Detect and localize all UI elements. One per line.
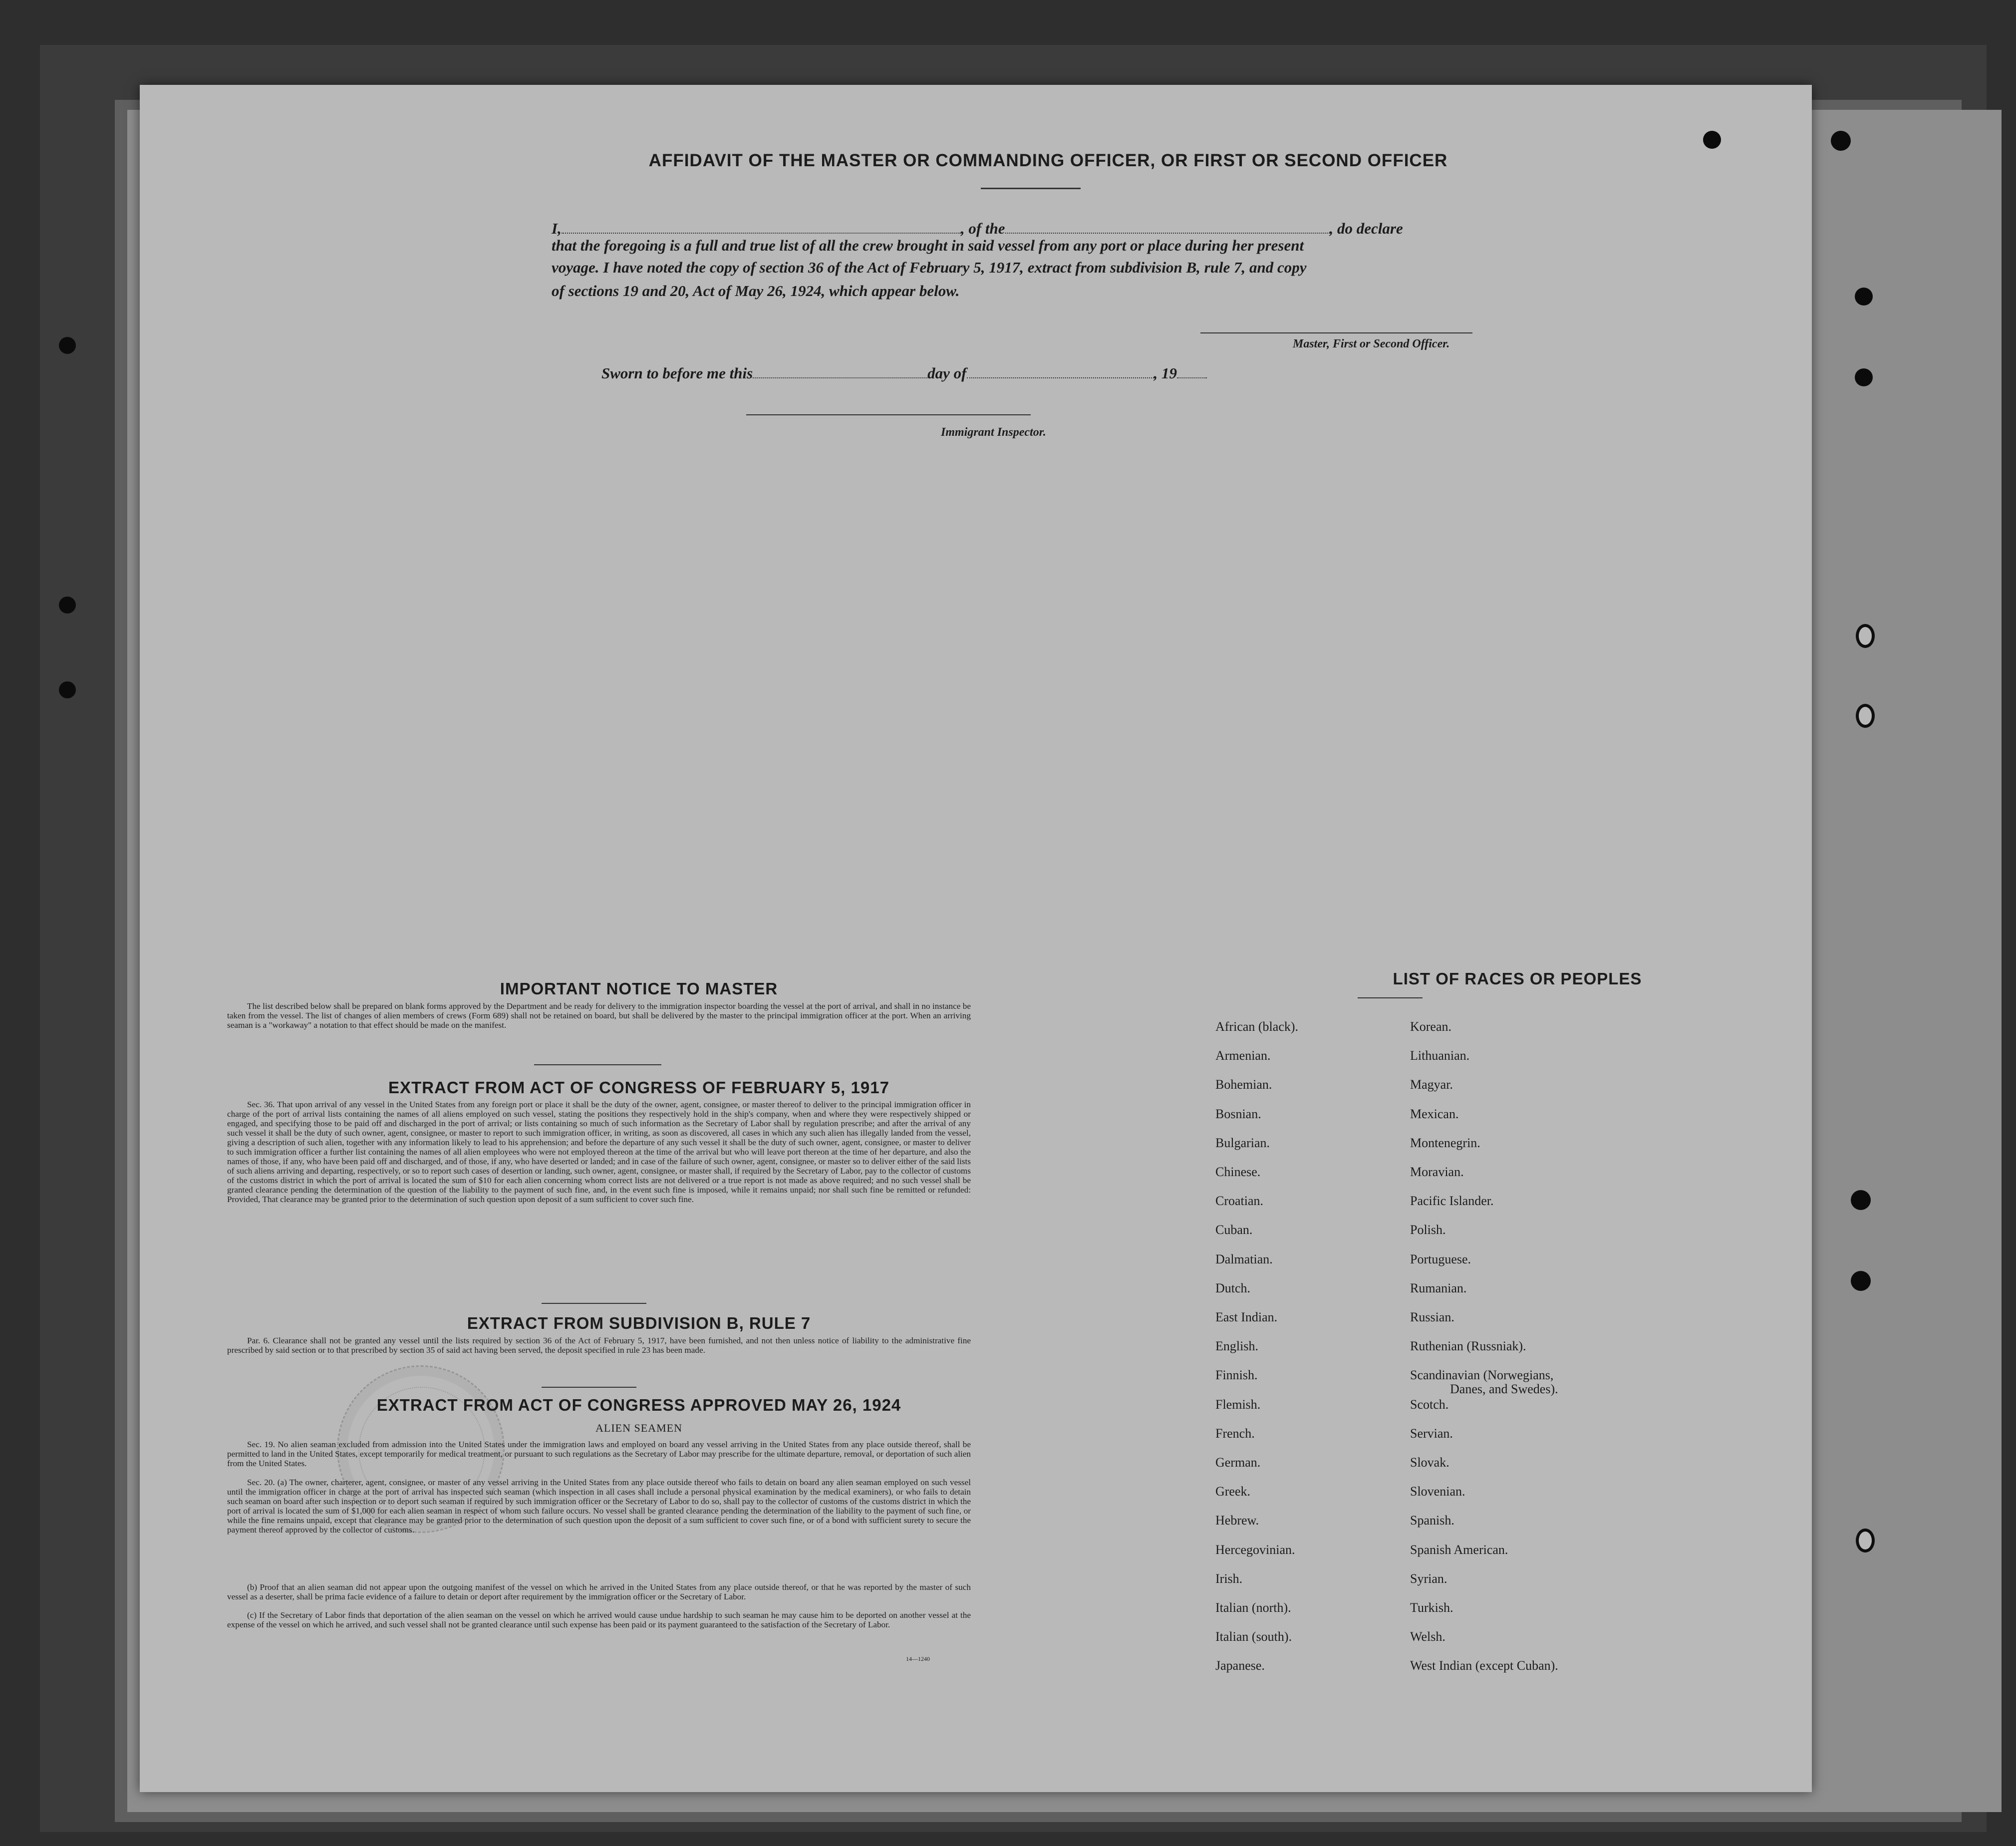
sworn-year-field[interactable] — [1177, 366, 1207, 378]
extract-1924-sec20c: (c) If the Secretary of Labor finds that deportation of the alien seaman on the vessel on which he arrived would cause undue hardship to such seaman he may cause him to be deported on another vessel at the expense of the vessel on which he arrived, and such vessel shall not be granted clearance until such expense has been paid or its payment guaranteed to the satisfaction of the Secretary of Labor. — [227, 1610, 971, 1629]
race-item: Cuban. — [1215, 1223, 1253, 1237]
race-item: Magyar. — [1410, 1077, 1453, 1092]
extract-1924-sec19: Sec. 19. No alien seaman excluded from admission into the United States under the immigration laws and employed on board any vessel arriving in the United States from any place outside thereof, shall be permitted to land in the United States, except temporarily for medical treatment, or pursuant to such regulations as the Secretary of Labor may prescribe for the ultimate departure, removal, or deportation of such alien from the United States. — [227, 1440, 971, 1468]
inspector-signature-line[interactable] — [746, 414, 1031, 415]
race-item: Lithuanian. — [1410, 1048, 1470, 1063]
race-item: Slovak. — [1410, 1455, 1449, 1470]
sworn-day-field[interactable] — [753, 366, 927, 378]
race-item: Finnish. — [1215, 1368, 1258, 1382]
race-item: Dalmatian. — [1215, 1252, 1273, 1266]
declaration-line-3: voyage. I have noted the copy of section 36 of the Act of February 5, 1917, extract from subdivision B, rule 7, and copy — [552, 259, 1307, 276]
race-item: Spanish. — [1410, 1513, 1454, 1528]
punch-hole-ring — [1856, 704, 1875, 728]
race-item: Bohemian. — [1215, 1077, 1272, 1092]
extract-1924-sec20b: (b) Proof that an alien seaman did not appear upon the outgoing manifest of the vessel on which he arrived in the United States from any place outside thereof, or that he was reported by the master of such vessel as a deserter, shall be prima facie evidence of a failure to detain or deport after requirement by the immigration officer or the Secretary of Labor. — [227, 1582, 971, 1601]
race-item: Armenian. — [1215, 1048, 1271, 1063]
races-title: LIST OF RACES OR PEOPLES — [1393, 969, 1642, 988]
sworn-month-field[interactable] — [967, 366, 1154, 378]
race-item: Chinese. — [1215, 1165, 1261, 1179]
extract-1917-text: Sec. 36. That upon arrival of any vessel in the United States from any foreign port or place it shall be the duty of the owner, agent, consignee, or master thereof to deliver to the principal immigration officer in charge of the port of arrival lists containing the names of all aliens employed on such vessel, stating the positions they respectively hold in the ship's company, when and where they were respectively shipped or engaged, and specifying those to be paid off and discharged in the port of arrival; or lists containing so much of such information as the Secretary of Labor shall by regulation prescribe; and after the arrival of any such vessel it shall be the duty of such owner, agent, consignee, or master to report to such immigration officer, in writing, as soon as discovered, all cases in which any such alien has illegally landed from the vessel, giving a description of such alien, together with any information likely to lead to his apprehension; and before the departure of any such vessel it shall be the duty of such owner, agent, consignee, or master to deliver to such immigration officer a further list containing the names of all alien employees who were not employed thereon at the time of the arrival but who will leave port thereon at the time of her departure, and also the names of those, if any, who have been paid off and discharged, and of those, if any, who have deserted or landed; and in case of the failure of such owner, agent, consignee, or master so to deliver either of the said lists of such aliens arriving and departing, respectively, or so to report such cases of desertion or landing, such owner, agent, consignee, or master shall, if required by the Secretary of Labor, pay to the collector of customs of the customs district in which the port of arrival is located the sum of $10 for each alien concerning whom correct lists are not delivered or a true report is not made as above required; and no such vessel shall be granted clearance pending the determination of the question of the liability to the payment of such fine, and, in the event such fine is imposed, while it remains unpaid; nor shall such fine be remitted or refunded: Provided, That clearance may be granted prior to the determination of such question upon deposit of a sum sufficient to cover such fine. — [227, 1100, 971, 1204]
punch-hole — [1831, 131, 1851, 151]
race-item: Flemish. — [1215, 1397, 1261, 1412]
race-item: Spanish American. — [1410, 1542, 1508, 1557]
punch-hole — [1855, 368, 1873, 386]
race-item: Ruthenian (Russniak). — [1410, 1339, 1526, 1353]
race-item: African (black). — [1215, 1019, 1299, 1034]
form-number: 14—1240 — [906, 1655, 930, 1662]
master-caption: Master, First or Second Officer. — [1293, 337, 1450, 350]
race-item: Dutch. — [1215, 1281, 1251, 1295]
race-item: Bulgarian. — [1215, 1136, 1270, 1150]
race-item: Portuguese. — [1410, 1252, 1471, 1266]
race-item: German. — [1215, 1455, 1261, 1470]
race-item: Pacific Islander. — [1410, 1194, 1494, 1208]
sworn-line: Sworn to before me this day of , 19 — [601, 364, 1560, 382]
name-field[interactable] — [562, 222, 961, 234]
race-item: English. — [1215, 1339, 1258, 1353]
notice-rule — [534, 1064, 661, 1065]
notice-title: IMPORTANT NOTICE TO MASTER — [500, 979, 778, 998]
extract-1924-title: EXTRACT FROM ACT OF CONGRESS APPROVED MAY 26, 1924 — [376, 1396, 901, 1414]
race-item: West Indian (except Cuban). — [1410, 1658, 1558, 1673]
race-item: French. — [1215, 1426, 1255, 1441]
race-item: Croatian. — [1215, 1194, 1264, 1208]
race-item: Hercegovinian. — [1215, 1542, 1295, 1557]
race-item: Bosnian. — [1215, 1107, 1261, 1121]
race-item: Moravian. — [1410, 1165, 1464, 1179]
vessel-field[interactable] — [1005, 222, 1330, 234]
affidavit-title: AFFIDAVIT OF THE MASTER OR COMMANDING OFFICER, OR FIRST OR SECOND OFFICER — [648, 151, 1448, 170]
binder-hole — [59, 597, 76, 614]
race-item: Syrian. — [1410, 1571, 1447, 1586]
binder-hole — [59, 681, 76, 698]
subdivision-b-rule — [542, 1387, 636, 1388]
punch-hole-ring — [1856, 624, 1875, 648]
race-item: Irish. — [1215, 1571, 1243, 1586]
punch-hole — [1855, 288, 1873, 306]
subdivision-b-text: Par. 6. Clearance shall not be granted any vessel until the lists required by section 36 of the Act of February 5, 1917, have been furnished, and not then unless notice of liability to the administrative fine prescribed by said section or to that prescribed by section 35 of said act having been served, the deposit specified in rule 23 has been made. — [227, 1336, 971, 1355]
race-item: Slovenian. — [1410, 1484, 1465, 1499]
race-item: Servian. — [1410, 1426, 1453, 1441]
inspector-caption: Immigrant Inspector. — [941, 426, 1046, 439]
race-item: Russian. — [1410, 1310, 1454, 1324]
binder-hole — [59, 337, 76, 354]
declaration-line-4: of sections 19 and 20, Act of May 26, 1924, which appear below. — [552, 282, 960, 300]
race-item: Italian (north). — [1215, 1600, 1291, 1615]
title-rule — [981, 188, 1081, 189]
race-item: Welsh. — [1410, 1629, 1445, 1644]
race-item: Italian (south). — [1215, 1629, 1292, 1644]
master-signature-line[interactable] — [1200, 332, 1472, 333]
declaration-line-2: that the foregoing is a full and true list of all the crew brought in said vessel from any port or place during her present — [552, 237, 1304, 254]
race-item: Hebrew. — [1215, 1513, 1259, 1528]
declaration-line-1: I, , of the , do declare — [552, 220, 1403, 237]
notice-text: The list described below shall be prepared on blank forms approved by the Department and be ready for delivery to the immigration inspector boarding the vessel at the port of arrival, and shall in no instance be taken from the vessel. The list of changes of alien members of crews (Form 689) shall not be retained on board, but shall be delivered by the master to the principal immigration officer at the port. When an arriving seaman is a "workaway" a notation to that effect should be made on the manifest. — [227, 1001, 971, 1030]
alien-seamen-subtitle: ALIEN SEAMEN — [595, 1422, 682, 1434]
subdivision-b-title: EXTRACT FROM SUBDIVISION B, RULE 7 — [467, 1314, 811, 1332]
race-item: Danes, and Swedes). — [1450, 1382, 1558, 1396]
race-item: Mexican. — [1410, 1107, 1459, 1121]
punch-hole-ring — [1856, 1529, 1875, 1552]
extract-1917-rule — [542, 1303, 646, 1304]
race-item: East Indian. — [1215, 1310, 1278, 1324]
race-item: Japanese. — [1215, 1658, 1265, 1673]
races-rule — [1358, 997, 1423, 998]
race-item: Scandinavian (Norwegians, — [1410, 1368, 1554, 1382]
race-item: Montenegrin. — [1410, 1136, 1480, 1150]
manifest-page — [140, 85, 1812, 1792]
punch-hole — [1703, 131, 1721, 149]
race-item: Polish. — [1410, 1223, 1446, 1237]
punch-hole — [1851, 1190, 1871, 1210]
race-item: Rumanian. — [1410, 1281, 1467, 1295]
race-item: Scotch. — [1410, 1397, 1449, 1412]
extract-1917-title: EXTRACT FROM ACT OF CONGRESS OF FEBRUARY 5, 1917 — [388, 1078, 889, 1097]
extract-1924-sec20a: Sec. 20. (a) The owner, charterer, agent, consignee, or master of any vessel arriving in the United States from any place outside thereof who fails to detain on board any alien seaman employed on such vessel until the immigration officer in charge at the port of arrival has inspected such seaman (which inspection in all cases shall include a personal physical examination by the medical examiners), or who fails to detain such seaman on board after such inspection or to deport such seaman if required by such immigration officer or the Secretary of Labor to do so, shall pay to the collector of customs of the customs district in which the port of arrival is located the sum of $1,000 for each alien seaman in respect of whom such failure occurs. No vessel shall be granted clearance pending the determination of the liability to the payment of such fine, or while the fine remains unpaid, except that clearance may be granted prior to the determination of such question upon the deposit of a sum sufficient to cover such fine, or of a bond with sufficient surety to secure the payment thereof approved by the collector of customs. — [227, 1478, 971, 1535]
race-item: Turkish. — [1410, 1600, 1453, 1615]
race-item: Greek. — [1215, 1484, 1251, 1499]
punch-hole — [1851, 1271, 1871, 1291]
race-item: Korean. — [1410, 1019, 1452, 1034]
